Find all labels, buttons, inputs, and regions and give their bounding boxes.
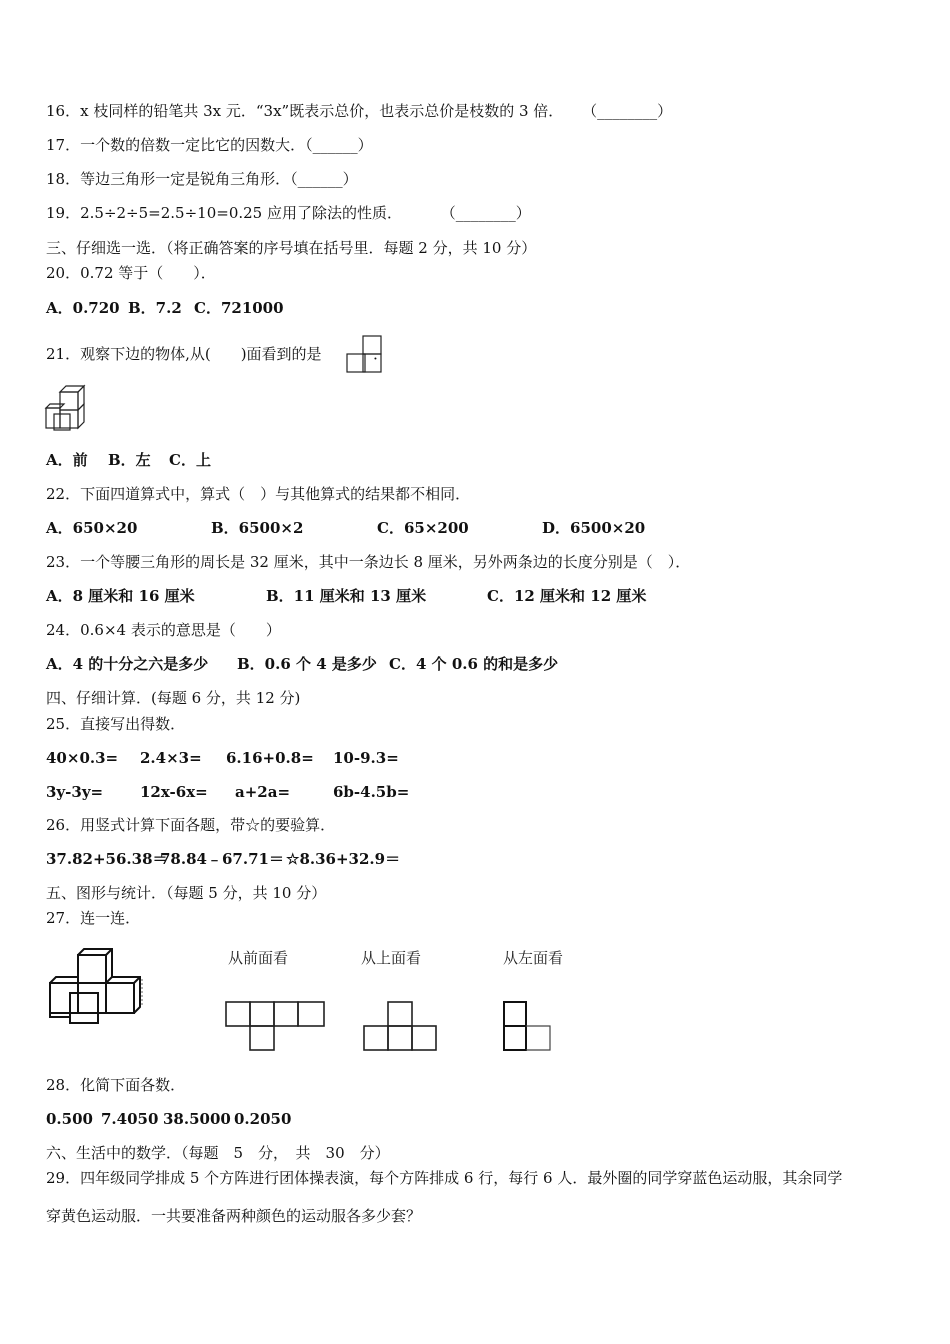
calc-item: 10-9.3= bbox=[333, 749, 399, 767]
view-label-front: 从前面看 bbox=[228, 949, 289, 967]
calc-item: 12x-6x= bbox=[140, 783, 208, 801]
answer-blank[interactable]: （________） bbox=[440, 204, 531, 222]
calc-item: 3y-3y= bbox=[46, 783, 104, 801]
option-a[interactable]: A．前 bbox=[46, 451, 88, 469]
question-25: 25．直接写出得数． bbox=[46, 715, 186, 733]
front-view-diagram[interactable] bbox=[224, 1000, 328, 1052]
calc-item: a+2a= bbox=[235, 783, 291, 801]
simplify-item: 38.5000 bbox=[163, 1110, 231, 1128]
question-18: 18．等边三角形一定是锐角三角形．（______） bbox=[46, 170, 358, 188]
calc-item: 6b-4.5b= bbox=[333, 783, 410, 801]
option-c[interactable]: C．4 个 0.6 的和是多少 bbox=[389, 655, 559, 673]
calc-item: 6.16+0.8= bbox=[226, 749, 314, 767]
question-22: 22．下面四道算式中，算式（ ）与其他算式的结果都不相同． bbox=[46, 485, 471, 503]
question-20: 20．0.72 等于（ ）． bbox=[46, 264, 216, 282]
solid-figure-icon bbox=[48, 945, 158, 1030]
question-21-end: ． bbox=[373, 345, 389, 363]
calc-item: 40×0.3= bbox=[46, 749, 119, 767]
question-28: 28．化简下面各数． bbox=[46, 1076, 186, 1094]
option-c[interactable]: C．65×200 bbox=[377, 519, 469, 537]
cube-stack-icon bbox=[44, 386, 86, 434]
question-17: 17．一个数的倍数一定比它的因数大．（______） bbox=[46, 136, 373, 154]
option-b[interactable]: B．11 厘米和 13 厘米 bbox=[266, 587, 427, 605]
question-27: 27．连一连． bbox=[46, 909, 141, 927]
calc-item: 37.82+56.38＝ bbox=[46, 850, 168, 868]
option-b[interactable]: B．6500×2 bbox=[211, 519, 304, 537]
simplify-item: 0.2050 bbox=[234, 1110, 292, 1128]
question-26: 26．用竖式计算下面各题，带☆的要验算． bbox=[46, 816, 336, 834]
option-c[interactable]: C．12 厘米和 12 厘米 bbox=[487, 587, 647, 605]
option-c[interactable]: C．上 bbox=[169, 451, 211, 469]
top-view-diagram[interactable] bbox=[362, 1000, 442, 1052]
option-b[interactable]: B．7.2 bbox=[128, 299, 182, 317]
option-b[interactable]: B．0.6 个 4 是多少 bbox=[237, 655, 377, 673]
question-16 bbox=[46, 101, 672, 121]
calc-item: 78.84﹣67.71＝ bbox=[160, 850, 284, 868]
simplify-item: 7.4050 bbox=[101, 1110, 159, 1128]
calc-item: ☆8.36+32.9＝ bbox=[286, 850, 401, 868]
option-a[interactable]: A．0.720 bbox=[46, 299, 120, 317]
question-16-text: 16．x 枝同样的铅笔共 3x 元．“3x”既表示总价，也表示总价是枝数的 3 倍． bbox=[46, 102, 564, 120]
option-a[interactable]: A．4 的十分之六是多少 bbox=[46, 655, 209, 673]
question-19-text: 19．2.5÷2÷5=2.5÷10=0.25 应用了除法的性质． bbox=[46, 204, 402, 222]
option-c[interactable]: C．721000 bbox=[194, 299, 284, 317]
view-label-top: 从上面看 bbox=[361, 949, 422, 967]
view-label-left: 从左面看 bbox=[503, 949, 564, 967]
question-21-text: 21．观察下边的物体,从( )面看到的是 bbox=[46, 345, 322, 363]
question-24: 24．0.6×4 表示的意思是（ ） bbox=[46, 621, 281, 639]
simplify-item: 0.500 bbox=[46, 1110, 93, 1128]
question-23: 23．一个等腰三角形的周长是 32 厘米，其中一条边长 8 厘米，另外两条边的长度分别是（ ）． bbox=[46, 553, 691, 571]
section-4-title: 四、仔细计算．(每题 6 分，共 12 分) bbox=[46, 689, 301, 707]
left-view-diagram[interactable] bbox=[502, 1000, 556, 1054]
option-a[interactable]: A．8 厘米和 16 厘米 bbox=[46, 587, 195, 605]
option-a[interactable]: A．650×20 bbox=[46, 519, 138, 537]
section-5-title: 五、图形与统计．（每题 5 分，共 10 分） bbox=[46, 884, 327, 902]
calc-item: 2.4×3= bbox=[140, 749, 202, 767]
section-6-title: 六、生活中的数学．（每题 5 分， 共 30 分） bbox=[46, 1144, 390, 1162]
option-d[interactable]: D．6500×20 bbox=[542, 519, 646, 537]
question-29-line-1: 29．四年级同学排成 5 个方阵进行团体操表演，每个方阵排成 6 行，每行 6 人．最外圈的同学穿蓝色运动服，其余同学 bbox=[46, 1169, 843, 1187]
section-3-title: 三、仔细选一选．（将正确答案的序号填在括号里．每题 2 分，共 10 分） bbox=[46, 239, 537, 257]
question-19 bbox=[46, 203, 531, 223]
option-b[interactable]: B．左 bbox=[108, 451, 151, 469]
front-view-icon bbox=[346, 335, 384, 373]
question-29-line-2: 穿黄色运动服．一共要准备两种颜色的运动服各多少套？ bbox=[46, 1207, 422, 1225]
answer-blank[interactable]: （________） bbox=[582, 102, 673, 120]
question-21 bbox=[46, 344, 388, 364]
